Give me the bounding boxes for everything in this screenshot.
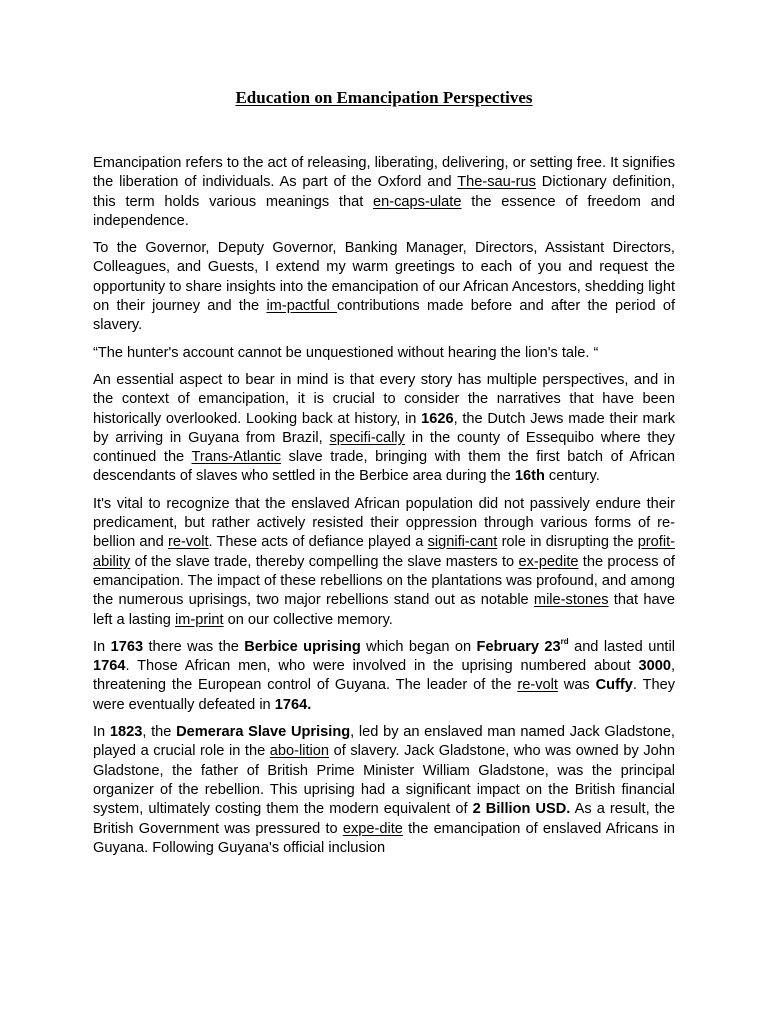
paragraph-text: the essence of freedom and independence. — [93, 193, 675, 229]
paragraph-text: An essential aspect to bear in mind is that every story has multiple perspectives, and in the context of emancipation, it is crucial to consider the narratives that have been historically overlooked. Looking back at history, in — [93, 371, 675, 427]
paragraph-text: century. — [544, 468, 600, 485]
paragraph-demerara-uprising — [93, 723, 675, 858]
underlined-term: im-pactful — [266, 298, 337, 315]
bold-name: Cuffy — [595, 677, 633, 694]
paragraph-text: . They were eventually defeated in — [93, 677, 676, 713]
paragraph-perspectives — [93, 371, 675, 487]
paragraph-text: Emancipation refers to the act of releasing, liberating, delivering, or setting free. It signifies the liberation of individuals. As part of the Oxford and — [93, 155, 675, 191]
paragraph-text: role in disrupting the — [497, 534, 638, 551]
paragraph-berbice-uprising — [93, 638, 675, 715]
underlined-term: abo-lition — [269, 743, 329, 760]
underlined-term: ex-pedite — [518, 553, 579, 570]
paragraph-text: which began on — [360, 638, 477, 655]
bold-year: 1764. — [274, 696, 312, 713]
paragraph-text: the process of emancipation. The impact of these rebellions on the plantations was profound, and among the numerous uprisings, two major rebellions stand out as notable — [93, 553, 675, 609]
date-ordinal-suffix: rd — [560, 636, 569, 646]
underlined-term: expe-dite — [342, 820, 403, 837]
paragraph-text: Dictionary definition, this term holds various meanings that — [93, 174, 676, 210]
underlined-term: profit-ability — [93, 534, 675, 570]
underlined-term: mile-stones — [533, 592, 609, 609]
bold-year: 1823 — [109, 724, 143, 741]
document-body — [93, 154, 675, 866]
underlined-term: re-volt — [517, 677, 558, 694]
paragraph-text: on our collective memory. — [223, 611, 393, 628]
bold-year: 1764 — [93, 658, 126, 675]
underlined-term: en-caps-ulate — [373, 193, 462, 210]
paragraph-text: , led by an enslaved man named Jack Gladstone, played a crucial role in the — [93, 724, 675, 760]
paragraph-greeting — [93, 239, 675, 335]
underlined-term: Trans-Atlantic — [191, 449, 281, 466]
bold-event: Demerara Slave Uprising — [176, 724, 351, 741]
paragraph-text: In — [93, 724, 110, 741]
paragraph-text: of slavery. Jack Gladstone, who was owned by John Gladstone, the father of British Prime Minister William Gladstone, was the principal organizer of the rebellion. This uprising had a significant impact on the British financial system, ultimately costing them the modern equivalent of — [93, 743, 675, 818]
paragraph-resistance — [93, 495, 675, 630]
bold-event: Berbice uprising — [244, 638, 361, 655]
paragraph-text: that have left a lasting — [93, 592, 675, 628]
paragraph-text: In — [93, 638, 111, 655]
underlined-term: re-volt — [167, 534, 209, 551]
paragraph-text: As a result, the British Government was pressured to — [93, 801, 675, 837]
bold-year: 1763 — [110, 638, 144, 655]
underlined-term: The-sau-rus — [457, 174, 536, 191]
paragraph-quote — [93, 344, 675, 363]
bold-century: 16th — [514, 468, 545, 485]
paragraph-definition — [93, 154, 675, 231]
bold-amount: 2 Billion USD. — [472, 801, 571, 818]
paragraph-text: in the county of Essequibo where they continued the — [93, 429, 675, 466]
underlined-term: im-print — [174, 611, 224, 628]
bold-number: 3000 — [638, 658, 671, 675]
paragraph-text: there was the — [143, 638, 245, 655]
paragraph-text: contributions made before and after the period of slavery. — [93, 298, 676, 334]
bold-date: February 23 — [476, 638, 561, 655]
underlined-term: signifi-cant — [427, 534, 498, 551]
underlined-term: specifi-cally — [329, 429, 405, 446]
quote-text: “The hunter's account cannot be unquestioned without hearing the lion's tale. “ — [93, 344, 599, 361]
paragraph-text: , the — [142, 724, 177, 741]
paragraph-text: . Those African men, who were involved in the uprising numbered about — [125, 658, 639, 675]
paragraph-text: . These acts of defiance played a — [208, 534, 428, 551]
paragraph-text: the emancipation of enslaved Africans in Guyana. Following Guyana's official inclusion — [93, 820, 676, 856]
paragraph-text: , the Dutch Jews made their mark by arriving in Guyana from Brazil, — [93, 410, 675, 446]
paragraph-text: To the Governor, Deputy Governor, Banking Manager, Directors, Assistant Directors, Colleagues, and Guests, I extend my warm greetings to each of you and request the opportunity to share insights into the emancipation of our African Ancestors, shedding light on their journey and the — [93, 240, 675, 315]
paragraph-text: slave trade, bringing with them the first batch of African descendants of slaves who settled in the Berbice area during the — [93, 449, 675, 485]
paragraph-text: and lasted until — [568, 638, 675, 655]
paragraph-text: was — [557, 677, 596, 694]
paragraph-text: , threatening the European control of Guyana. The leader of the — [93, 658, 675, 694]
document-title: Education on Emancipation Perspectives — [235, 88, 533, 107]
paragraph-text: It's vital to recognize that the enslaved African population did not passively endure their predicament, but rather actively resisted their oppression through various forms of re-bellion and — [93, 495, 675, 551]
paragraph-text: of the slave trade, thereby compelling the slave masters to — [130, 553, 519, 570]
bold-year: 1626 — [421, 410, 454, 427]
